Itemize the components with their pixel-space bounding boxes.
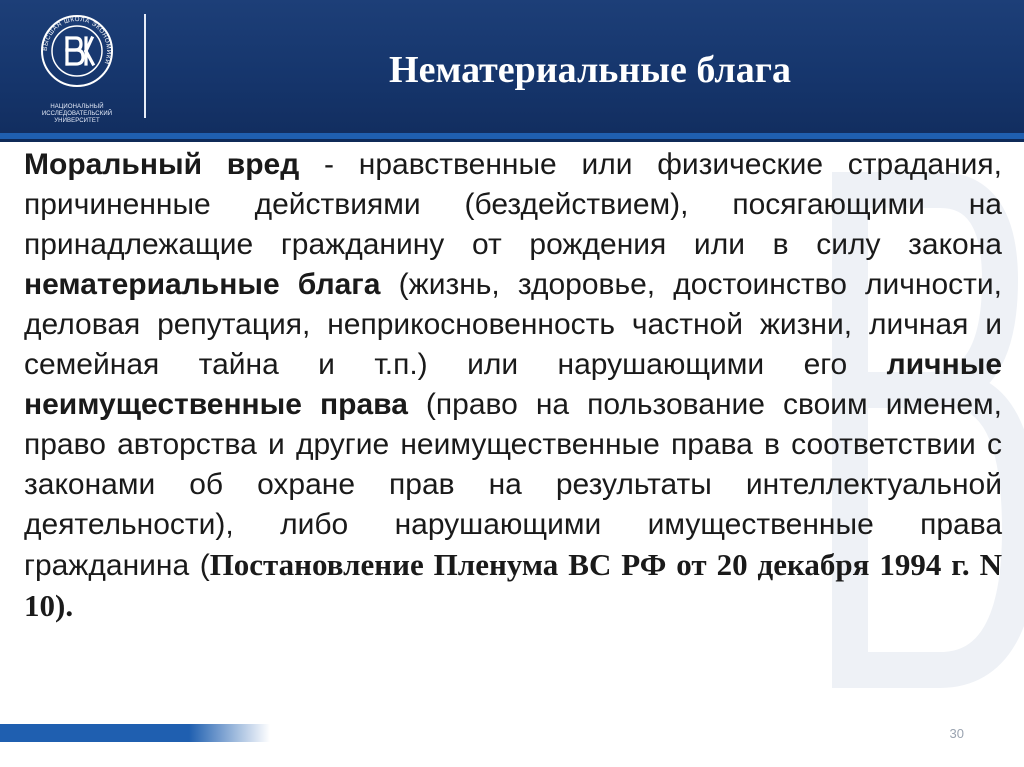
header-band [0,0,1024,133]
logo-caption-line1: НАЦИОНАЛЬНЫЙ ИССЛЕДОВАТЕЛЬСКИЙ [41,104,113,117]
term-personal-rights: личные неимущественные права [24,348,1002,421]
legal-reference: Постановление Пленума ВС РФ от 20 декабря 1994 г. N 10 [24,547,1002,623]
main-paragraph [24,145,1002,627]
paragraph-text-2: (жизнь, здоровье, достоинство личности, деловая репутация, неприкосновенность частной жизни, личная и семейная тайна и т.п.) или нарушающими его [24,268,1003,381]
slide-title: Нематериальные блага [389,49,791,91]
paragraph-end: ). [55,588,74,623]
paragraph-text-3: (право на пользование своим именем, право авторства и другие неимущественные права в соответствии с законами об охране прав на результаты интеллектуальной деятельности), либо нарушающими имущественные права гражданина ( [24,388,1002,582]
header-dark-rule [0,139,1024,142]
hse-logo [18,14,136,124]
term-intangible-benefits: нематериальные блага [24,268,381,301]
emblem-ring-text: ВЫСШАЯ ШКОЛА ЭКОНОМИКИ [41,15,113,66]
term-moral-harm: Моральный вред [24,148,300,181]
logo-caption [18,104,136,125]
header-divider [144,14,146,118]
footer-accent-bar [0,724,270,742]
logo-caption-line2: УНИВЕРСИТЕТ [54,118,100,124]
hse-emblem-icon [40,14,114,88]
paragraph-text-1: - нравственные или физические страдания, причиненные действиями (бездействием), посягающими на принадлежащие гражданину от рождения или в силу закона [24,148,1003,261]
page-number: 30 [949,726,964,741]
